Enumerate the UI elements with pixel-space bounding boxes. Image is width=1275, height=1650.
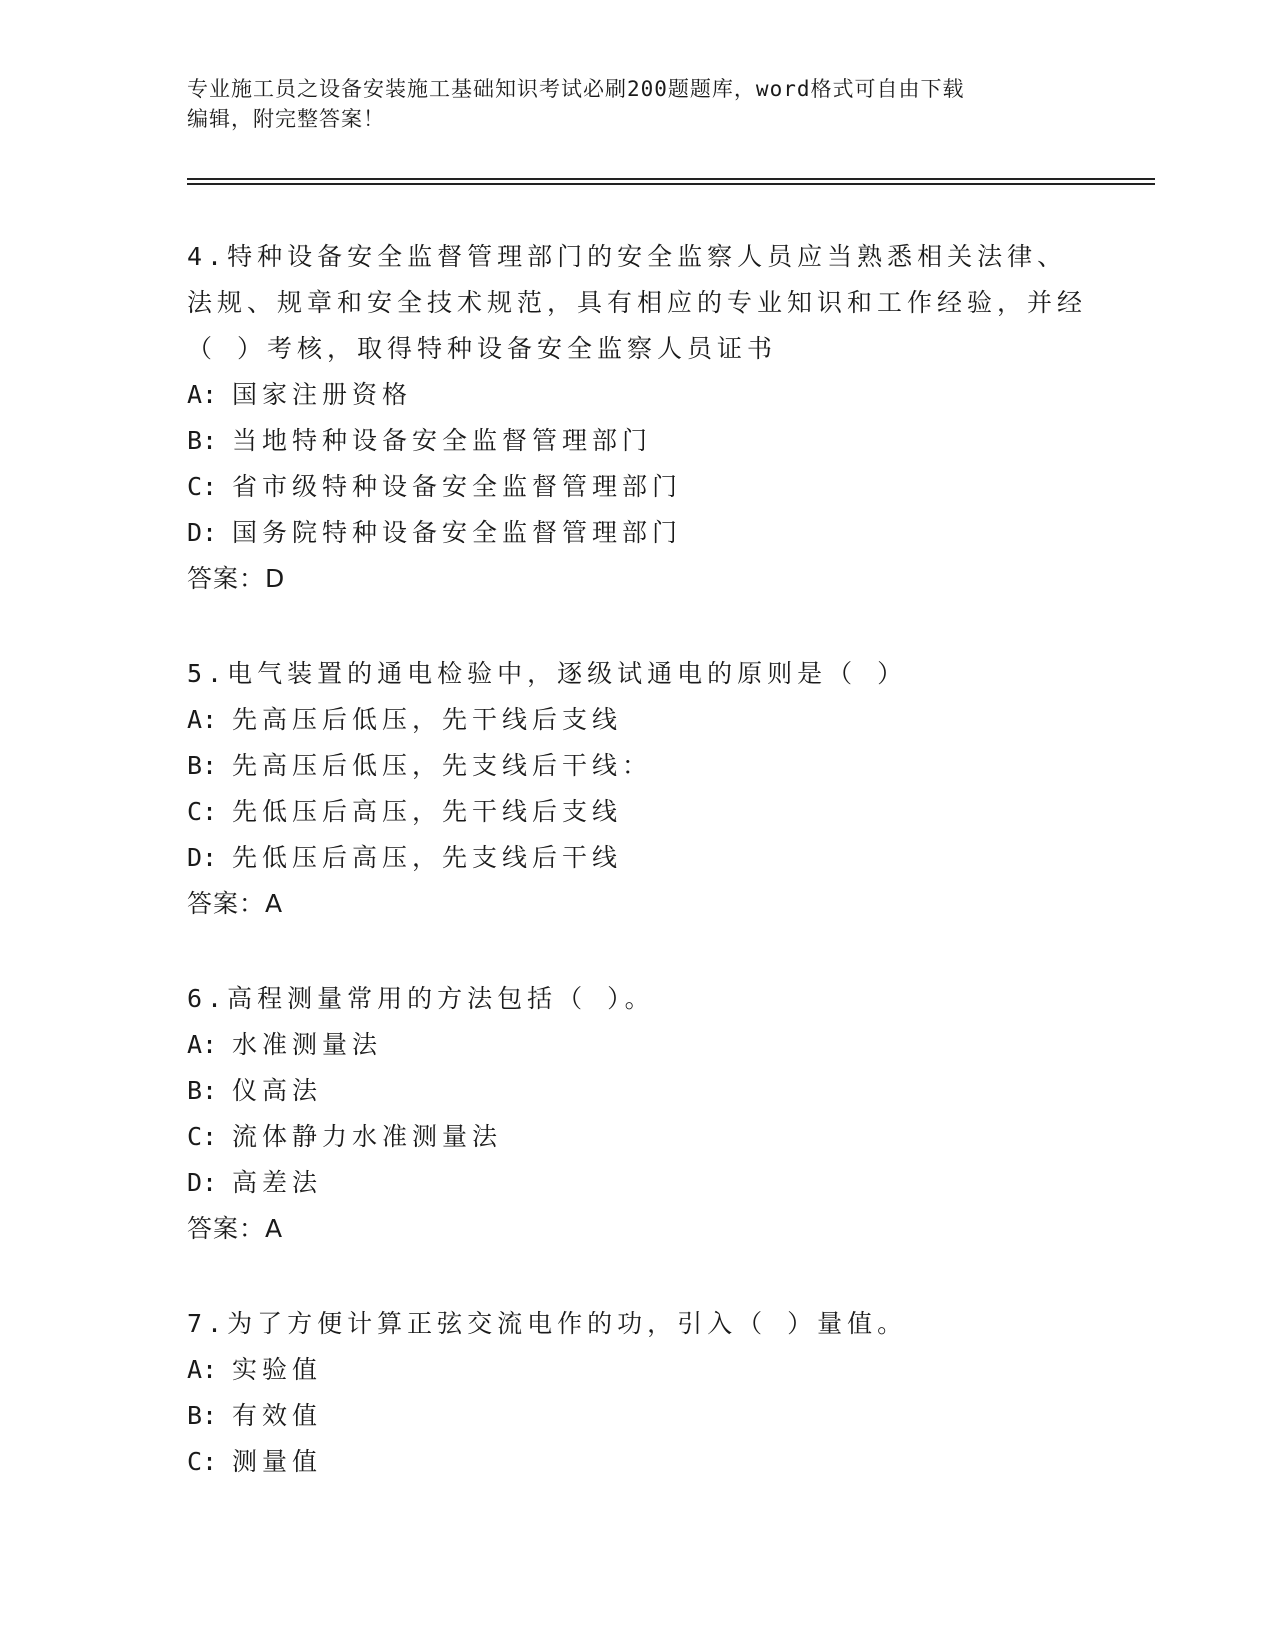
- question-7: [187, 1301, 1087, 1485]
- option-key: D:: [187, 1168, 218, 1197]
- answer-line: 答案：D: [187, 564, 286, 593]
- option-a: [187, 1347, 1087, 1393]
- option-key: B:: [187, 751, 218, 780]
- question-stem: 4.特种设备安全监督管理部门的安全监察人员应当熟悉相关法律、法规、规章和安全技术规范，具有相应的专业知识和工作经验，并经（ ）考核，取得特种设备安全监察人员证书: [187, 242, 1088, 363]
- option-d: [187, 510, 1087, 556]
- option-key: C:: [187, 472, 218, 501]
- question-stem: 7.为了方便计算正弦交流电作的功，引入（ ）量值。: [187, 1309, 908, 1338]
- option-key: B:: [187, 1076, 218, 1105]
- option-d: [187, 1160, 1087, 1206]
- option-text: 先低压后高压，先支线后干线: [232, 843, 623, 872]
- question-list: [187, 234, 1087, 1534]
- option-list: [187, 1347, 1087, 1485]
- option-text: 仪高法: [232, 1076, 323, 1105]
- option-text: 省市级特种设备安全监督管理部门: [232, 472, 683, 501]
- option-c: [187, 1114, 1087, 1160]
- header-divider-top: [187, 178, 1155, 180]
- option-text: 国家注册资格: [232, 380, 413, 409]
- option-key: D:: [187, 843, 218, 872]
- option-a: [187, 372, 1087, 418]
- option-key: C:: [187, 1122, 218, 1151]
- option-text: 水准测量法: [232, 1030, 383, 1059]
- header-line-2: 编辑，附完整答案！: [187, 107, 385, 131]
- option-list: [187, 372, 1087, 556]
- option-text: 流体静力水准测量法: [232, 1122, 503, 1151]
- option-c: [187, 789, 1087, 835]
- option-key: A:: [187, 1030, 218, 1059]
- option-c: [187, 1439, 1087, 1485]
- option-text: 测量值: [232, 1447, 323, 1476]
- option-key: A:: [187, 1355, 218, 1384]
- question-6: [187, 976, 1087, 1252]
- option-b: [187, 1393, 1087, 1439]
- header-divider-bottom: [187, 183, 1155, 185]
- option-key: D:: [187, 518, 218, 547]
- option-b: [187, 1068, 1087, 1114]
- option-d: [187, 835, 1087, 881]
- option-key: B:: [187, 426, 218, 455]
- question-4: [187, 234, 1087, 602]
- option-key: A:: [187, 380, 218, 409]
- option-text: 当地特种设备安全监督管理部门: [232, 426, 653, 455]
- header-line-1: 专业施工员之设备安装施工基础知识考试必刷200题题库，word格式可自由下载: [187, 77, 965, 101]
- option-key: B:: [187, 1401, 218, 1430]
- option-key: A:: [187, 705, 218, 734]
- question-stem: 5.电气装置的通电检验中，逐级试通电的原则是（ ）: [187, 659, 908, 688]
- option-text: 国务院特种设备安全监督管理部门: [232, 518, 683, 547]
- option-a: [187, 1022, 1087, 1068]
- option-text: 高差法: [232, 1168, 323, 1197]
- question-stem: 6.高程测量常用的方法包括（ ）。: [187, 984, 655, 1013]
- option-key: C:: [187, 1447, 218, 1476]
- question-5: [187, 651, 1087, 927]
- option-text: 先高压后低压，先干线后支线: [232, 705, 623, 734]
- answer-line: 答案：A: [187, 1214, 284, 1243]
- option-list: [187, 1022, 1087, 1206]
- option-b: [187, 418, 1087, 464]
- option-list: [187, 697, 1087, 881]
- option-text: 先低压后高压，先干线后支线: [232, 797, 623, 826]
- option-c: [187, 464, 1087, 510]
- option-text: 实验值: [232, 1355, 323, 1384]
- option-text: 先高压后低压，先支线后干线：: [232, 751, 653, 780]
- option-a: [187, 697, 1087, 743]
- option-key: C:: [187, 797, 218, 826]
- answer-line: 答案：A: [187, 889, 284, 918]
- option-text: 有效值: [232, 1401, 323, 1430]
- document-header: [187, 74, 1087, 134]
- option-b: [187, 743, 1087, 789]
